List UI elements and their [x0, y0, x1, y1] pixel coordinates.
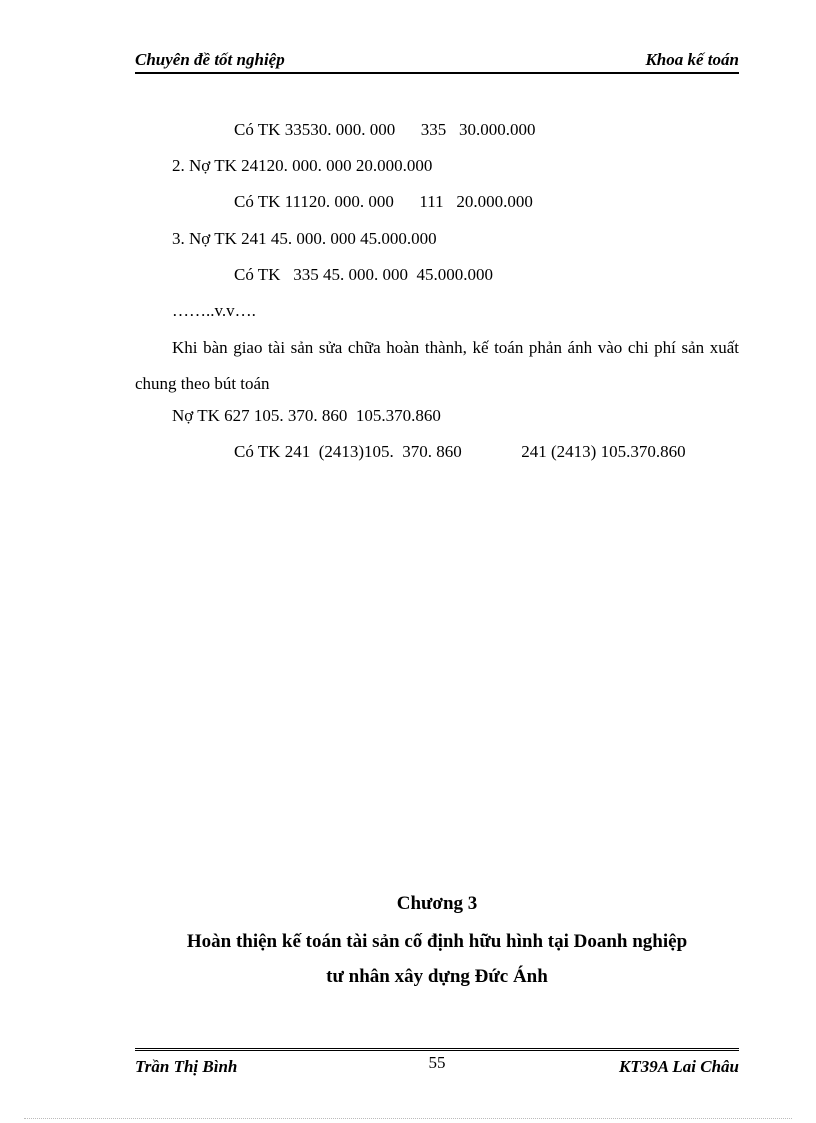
entry-line-3: Có TK 11120. 000. 000 111 20.000.000 — [234, 192, 533, 211]
page-footer — [135, 1048, 739, 1081]
body-paragraph: Khi bàn giao tài sản sửa chữa hoàn thành, kế toán phản ánh vào chi phí sản xuất chung theo bút toán — [135, 338, 739, 393]
footer-class: KT39A Lai Châu — [619, 1057, 739, 1076]
bottom-dotted-divider — [24, 1118, 792, 1119]
entry-line-1: Có TK 33530. 000. 000 335 30.000.000 — [234, 120, 536, 139]
page-header — [135, 48, 739, 74]
entry-line-8: Có TK 241 (2413)105. 370. 860 241 (2413) 105.370.860 — [234, 442, 686, 461]
ellipsis-line: ……..v.v…. — [172, 301, 256, 320]
chapter-title-line-2: tư nhân xây dựng Đức Ánh — [326, 966, 548, 987]
entry-line-4: 3. Nợ TK 241 45. 000. 000 45.000.000 — [172, 229, 437, 248]
header-left-title: Chuyên đề tốt nghiệp — [135, 50, 285, 69]
footer-author: Trần Thị Bình — [135, 1057, 238, 1076]
page-number: 55 — [428, 1053, 446, 1072]
entry-line-2: 2. Nợ TK 24120. 000. 000 20.000.000 — [172, 156, 433, 175]
header-right-title: Khoa kế toán — [645, 50, 739, 69]
chapter-number: Chương 3 — [396, 893, 478, 914]
chapter-title-line-1: Hoàn thiện kế toán tài sản cố định hữu hình tại Doanh nghiệp — [186, 931, 688, 952]
entry-line-7: Nợ TK 627 105. 370. 860 105.370.860 — [172, 406, 441, 425]
entry-line-5: Có TK 335 45. 000. 000 45.000.000 — [234, 265, 493, 284]
